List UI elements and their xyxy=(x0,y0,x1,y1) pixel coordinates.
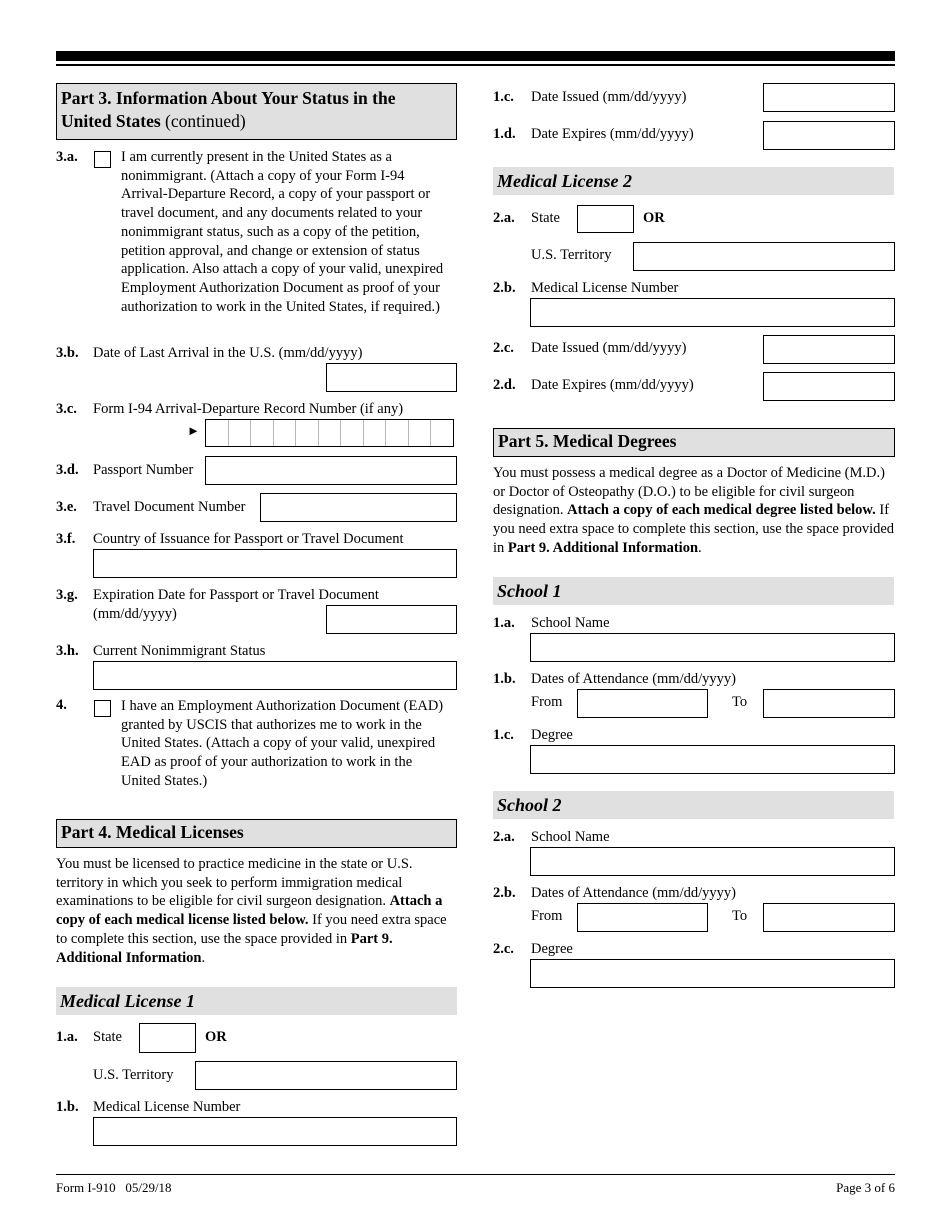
part3-header xyxy=(56,83,457,140)
passport-number-field[interactable] xyxy=(205,456,457,485)
part5-intro-text-2: If you need extra space to complete this section, use the space provided in xyxy=(493,502,895,556)
ml1-expires-number: 1.d. xyxy=(493,126,516,142)
page-number: Page 3 of 6 xyxy=(836,1180,895,1195)
ml1-date-issued-field[interactable] xyxy=(763,83,895,112)
ml1-license-number-field[interactable] xyxy=(93,1117,457,1146)
ml1-number-label: Medical License Number xyxy=(93,1099,241,1115)
nonimmigrant-status-field[interactable] xyxy=(93,661,457,690)
arrow-right-icon: ► xyxy=(187,423,200,438)
q3a-number: 3.a. xyxy=(56,149,78,165)
medical-license-2-header: Medical License 2 xyxy=(493,167,894,195)
s2-degree-number: 2.c. xyxy=(493,941,514,957)
i94-digit-cell[interactable] xyxy=(319,420,342,446)
part3-title-suffix: (continued) xyxy=(165,111,246,131)
s1-dates-number: 1.b. xyxy=(493,671,516,687)
ml2-territory-label: U.S. Territory xyxy=(531,247,612,263)
ml1-date-expires-field[interactable] xyxy=(763,121,895,150)
ml2-territory-field[interactable] xyxy=(633,242,895,271)
passport-expiration-date-field[interactable] xyxy=(326,605,457,634)
s2-name-label: School Name xyxy=(531,829,610,845)
ml2-number-number: 2.b. xyxy=(493,280,516,296)
q4-text: I have an Employment Authorization Document (EAD) granted by USCIS that authorizes me to work in the United States. (Attach a copy of your valid, unexpired EAD as proof of your authorization to work in the United States.) xyxy=(121,698,444,789)
s1-school-name-field[interactable] xyxy=(530,633,895,662)
s2-to-label: To xyxy=(732,908,748,924)
s2-name-number: 2.a. xyxy=(493,829,515,845)
i94-digit-cell[interactable] xyxy=(274,420,297,446)
ml2-issued-number: 2.c. xyxy=(493,340,514,356)
ml2-state-number: 2.a. xyxy=(493,210,515,226)
part4-intro xyxy=(56,855,458,967)
q3d-number: 3.d. xyxy=(56,462,79,478)
q3h-label: Current Nonimmigrant Status xyxy=(93,643,266,659)
q3h-number: 3.h. xyxy=(56,643,79,659)
ml1-territory-label: U.S. Territory xyxy=(93,1067,174,1083)
i94-digit-cell[interactable] xyxy=(431,420,453,446)
i94-digit-cell[interactable] xyxy=(251,420,274,446)
school-1-header: School 1 xyxy=(493,577,894,605)
s1-degree-number: 1.c. xyxy=(493,727,514,743)
part5-intro-text-3: . xyxy=(698,539,702,556)
part5-header: Part 5. Medical Degrees xyxy=(493,428,895,457)
s2-dates-label: Dates of Attendance (mm/dd/yyyy) xyxy=(531,885,736,901)
i94-digit-cell[interactable] xyxy=(229,420,252,446)
q3f-number: 3.f. xyxy=(56,531,76,547)
ml2-state-label: State xyxy=(531,210,560,226)
ml2-expires-label: Date Expires (mm/dd/yyyy) xyxy=(531,377,694,393)
ml1-number-number: 1.b. xyxy=(56,1099,79,1115)
part4-intro-text: You must be licensed to practice medicine in the state or U.S. territory in which you seek to perform immigration medical examinations to be eligible for civil surgeon designation. xyxy=(56,856,413,910)
part3-title-bold: United States xyxy=(61,111,161,131)
s2-degree-field[interactable] xyxy=(530,959,895,988)
q3b-number: 3.b. xyxy=(56,345,79,361)
part5-intro xyxy=(493,464,895,558)
country-of-issuance-field[interactable] xyxy=(93,549,457,578)
ml1-territory-field[interactable] xyxy=(195,1061,457,1090)
q3g-number: 3.g. xyxy=(56,587,78,603)
q3a-checkbox[interactable] xyxy=(94,151,111,168)
s2-school-name-field[interactable] xyxy=(530,847,895,876)
ml1-expires-label: Date Expires (mm/dd/yyyy) xyxy=(531,126,694,142)
q3c-number: 3.c. xyxy=(56,401,77,417)
s1-name-label: School Name xyxy=(531,615,610,631)
s1-name-number: 1.a. xyxy=(493,615,515,631)
i94-digit-cell[interactable] xyxy=(206,420,229,446)
ml1-issued-number: 1.c. xyxy=(493,89,514,105)
ml1-issued-label: Date Issued (mm/dd/yyyy) xyxy=(531,89,687,105)
s1-degree-label: Degree xyxy=(531,727,573,743)
part3-title-line2 xyxy=(61,110,452,133)
q3d-label: Passport Number xyxy=(93,462,194,478)
i94-digit-cell[interactable] xyxy=(364,420,387,446)
q3b-label: Date of Last Arrival in the U.S. (mm/dd/yyyy) xyxy=(93,345,363,361)
q3g-label: Expiration Date for Passport or Travel Document xyxy=(93,587,379,603)
medical-license-1-header: Medical License 1 xyxy=(56,987,457,1015)
s2-degree-label: Degree xyxy=(531,941,573,957)
q3c-label: Form I-94 Arrival-Departure Record Number (if any) xyxy=(93,401,404,417)
header-thick-rule xyxy=(56,51,895,61)
ml2-state-field[interactable] xyxy=(577,205,634,233)
s1-from-label: From xyxy=(531,694,563,710)
part4-intro-bold: Attach a copy of each medical license listed below. xyxy=(56,893,443,929)
q3a-text: I am currently present in the United States as a nonimmigrant. (Attach a copy of your Form I-94 Arrival-Departure Record, a copy of your passport or travel document, and any documents related to your nonimmigrant status, such as a copy of the petition, petition approval, and change or extension of status application. Also attach a copy of your valid, unexpired Employment Authorization Document as proof of your authorization to work in the United States, if required.) xyxy=(121,149,444,315)
s1-to-label: To xyxy=(732,694,748,710)
part4-intro-bold-2: Part 9. Additional Information xyxy=(56,930,393,966)
i94-digit-cell[interactable] xyxy=(341,420,364,446)
ml2-expires-number: 2.d. xyxy=(493,377,516,393)
part5-intro-bold: Attach a copy of each medical degree listed below. xyxy=(567,502,876,519)
i94-digit-cell[interactable] xyxy=(296,420,319,446)
ml2-date-issued-field[interactable] xyxy=(763,335,895,364)
part5-intro-text: You must possess a medical degree as a Doctor of Medicine (M.D.) or Doctor of Osteopathy (D.O.) to be eligible for civil surgeon designation. xyxy=(493,465,885,519)
s1-to-date-field[interactable] xyxy=(763,689,895,718)
travel-document-number-field[interactable] xyxy=(260,493,457,522)
i94-digit-cell[interactable] xyxy=(386,420,409,446)
s1-from-date-field[interactable] xyxy=(577,689,708,718)
ml2-date-expires-field[interactable] xyxy=(763,372,895,401)
part3-title-line1: Part 3. Information About Your Status in the xyxy=(61,88,396,108)
s2-dates-number: 2.b. xyxy=(493,885,516,901)
s2-from-label: From xyxy=(531,908,563,924)
footer-rule xyxy=(56,1174,895,1175)
q3e-label: Travel Document Number xyxy=(93,499,246,515)
part4-header: Part 4. Medical Licenses xyxy=(56,819,457,848)
header-thin-rule xyxy=(56,64,895,66)
ml1-state-field[interactable] xyxy=(139,1023,196,1053)
form-id-footer: Form I-910 05/29/18 xyxy=(56,1180,172,1195)
q3g-label-format: (mm/dd/yyyy) xyxy=(93,606,177,622)
ml1-state-number: 1.a. xyxy=(56,1029,78,1045)
last-arrival-date-field[interactable] xyxy=(326,363,457,392)
i94-digit-cell[interactable] xyxy=(409,420,432,446)
part4-intro-text-3: . xyxy=(201,949,206,966)
school-2-header: School 2 xyxy=(493,791,894,819)
part4-intro-text-2: If you need extra space to complete this section, use the space provided in xyxy=(56,912,447,947)
ml2-number-label: Medical License Number xyxy=(531,280,679,296)
s2-from-date-field[interactable] xyxy=(577,903,708,932)
q4-ead-checkbox[interactable] xyxy=(94,700,111,717)
i94-number-field[interactable] xyxy=(205,419,454,447)
ml2-or-label: OR xyxy=(643,210,665,226)
ml1-state-label: State xyxy=(93,1029,122,1045)
s1-dates-label: Dates of Attendance (mm/dd/yyyy) xyxy=(531,671,736,687)
ml2-license-number-field[interactable] xyxy=(530,298,895,327)
ml1-or-label: OR xyxy=(205,1029,227,1045)
q4-number: 4. xyxy=(56,697,67,713)
part5-intro-bold-2: Part 9. Additional Information xyxy=(507,539,699,556)
s2-to-date-field[interactable] xyxy=(763,903,895,932)
q3e-number: 3.e. xyxy=(56,499,77,515)
s1-degree-field[interactable] xyxy=(530,745,895,774)
q3f-label: Country of Issuance for Passport or Travel Document xyxy=(93,531,404,547)
ml2-issued-label: Date Issued (mm/dd/yyyy) xyxy=(531,340,687,356)
